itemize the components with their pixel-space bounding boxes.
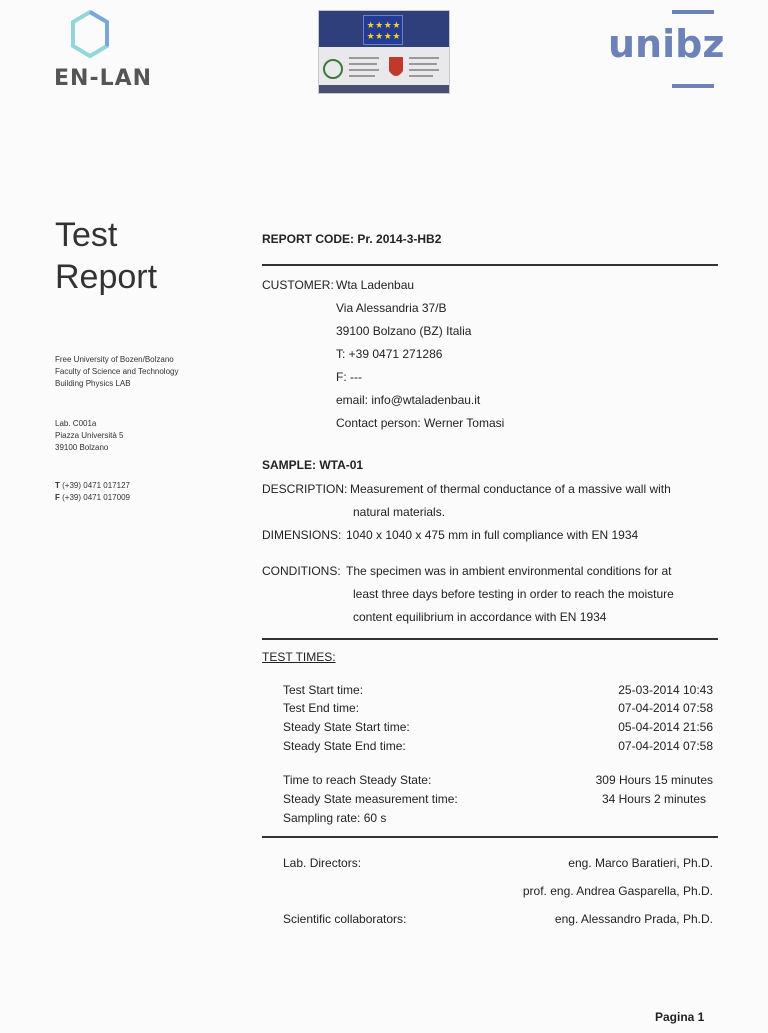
description-text-2: natural materials. <box>353 505 446 519</box>
conditions-text-1: The specimen was in ambient environmental conditions for at <box>346 564 672 578</box>
customer-address-2: 39100 Bolzano (BZ) Italia <box>336 324 472 338</box>
description-label: DESCRIPTION: <box>262 482 348 496</box>
customer-name: Wta Ladenbau <box>336 278 415 292</box>
collaborator-name: eng. Alessandro Prada, Ph.D. <box>554 912 713 926</box>
duration-row-label: Steady State measurement time: <box>283 792 458 806</box>
director-name: prof. eng. Andrea Gasparella, Ph.D. <box>522 884 713 898</box>
customer-label: CUSTOMER: <box>262 278 334 292</box>
institution-line: Building Physics LAB <box>55 379 131 388</box>
unibz-bar-bottom <box>672 84 714 88</box>
eu-cofunding-logo <box>318 10 450 94</box>
phone-number: (+39) 0471 017127 <box>62 481 130 490</box>
director-name: eng. Marco Baratieri, Ph.D. <box>568 856 713 870</box>
conditions-text-2: least three days before testing in order to reach the moisture <box>353 587 674 601</box>
conditions-label: CONDITIONS: <box>262 564 341 578</box>
address-line: Lab. C001a <box>55 419 97 428</box>
time-row-label: Test End time: <box>283 701 360 715</box>
duration-row-value: 309 Hours 15 minutes <box>595 773 713 787</box>
sample-id: SAMPLE: WTA-01 <box>262 458 364 472</box>
enlan-hexagon-icon <box>70 10 110 58</box>
time-row-value: 25-03-2014 10:43 <box>618 683 713 697</box>
time-row-value: 07-04-2014 07:58 <box>618 739 713 753</box>
title-line-2: Report <box>55 258 158 296</box>
conditions-text-3: content equilibrium in accordance with EN 1934 <box>353 610 607 624</box>
enlan-logo-text: EN-LAN <box>54 66 153 91</box>
test-times-heading: TEST TIMES: <box>262 650 336 664</box>
lab-contacts <box>55 480 130 504</box>
eu-flag-icon: ★ ★ ★ ★ ★ ★ ★ ★ <box>363 15 403 45</box>
description-text: Measurement of thermal conductance of a massive wall with <box>350 482 671 496</box>
unibz-logo-text: unibz <box>608 22 725 66</box>
customer-address-1: Via Alessandria 37/B <box>336 301 447 315</box>
lab-address <box>55 418 123 454</box>
time-row-label: Steady State Start time: <box>283 720 410 734</box>
customer-fax: F: --- <box>336 370 362 384</box>
collaborators-label: Scientific collaborators: <box>283 912 407 926</box>
time-row-value: 05-04-2014 21:56 <box>618 720 713 734</box>
divider <box>262 836 718 838</box>
page-number: Pagina 1 <box>655 1010 705 1024</box>
duration-row-value: 34 Hours 2 minutes <box>601 792 706 806</box>
divider <box>262 264 718 266</box>
institution-block <box>55 354 178 390</box>
fax-number: (+39) 0471 017009 <box>62 493 130 502</box>
address-line: 39100 Bolzano <box>55 443 109 452</box>
duration-row-label: Time to reach Steady State: <box>283 773 432 787</box>
time-row-label: Steady State End time: <box>283 739 406 753</box>
title-line-1: Test <box>55 216 118 254</box>
institution-line: Free University of Bozen/Bolzano <box>55 355 174 364</box>
institution-line: Faculty of Science and Technology <box>55 367 179 376</box>
emblem-icons <box>319 49 449 85</box>
address-line: Piazza Università 5 <box>55 431 124 440</box>
sampling-rate: Sampling rate: 60 s <box>283 811 387 825</box>
unibz-bar-top <box>672 10 714 14</box>
dimensions-text: 1040 x 1040 x 475 mm in full compliance with EN 1934 <box>346 528 639 542</box>
divider <box>262 638 718 640</box>
customer-email: email: info@wtaladenbau.it <box>336 393 481 407</box>
report-code: REPORT CODE: Pr. 2014-3-HB2 <box>262 232 442 246</box>
fax-label: F <box>55 493 60 502</box>
time-row-value: 07-04-2014 07:58 <box>618 701 713 715</box>
page-title <box>55 214 157 298</box>
time-row-label: Test Start time: <box>283 683 364 697</box>
customer-phone: T: +39 0471 271286 <box>336 347 443 361</box>
dimensions-label: DIMENSIONS: <box>262 528 342 542</box>
phone-label: T <box>55 481 60 490</box>
directors-label: Lab. Directors: <box>283 856 362 870</box>
customer-contact: Contact person: Werner Tomasi <box>336 416 505 430</box>
